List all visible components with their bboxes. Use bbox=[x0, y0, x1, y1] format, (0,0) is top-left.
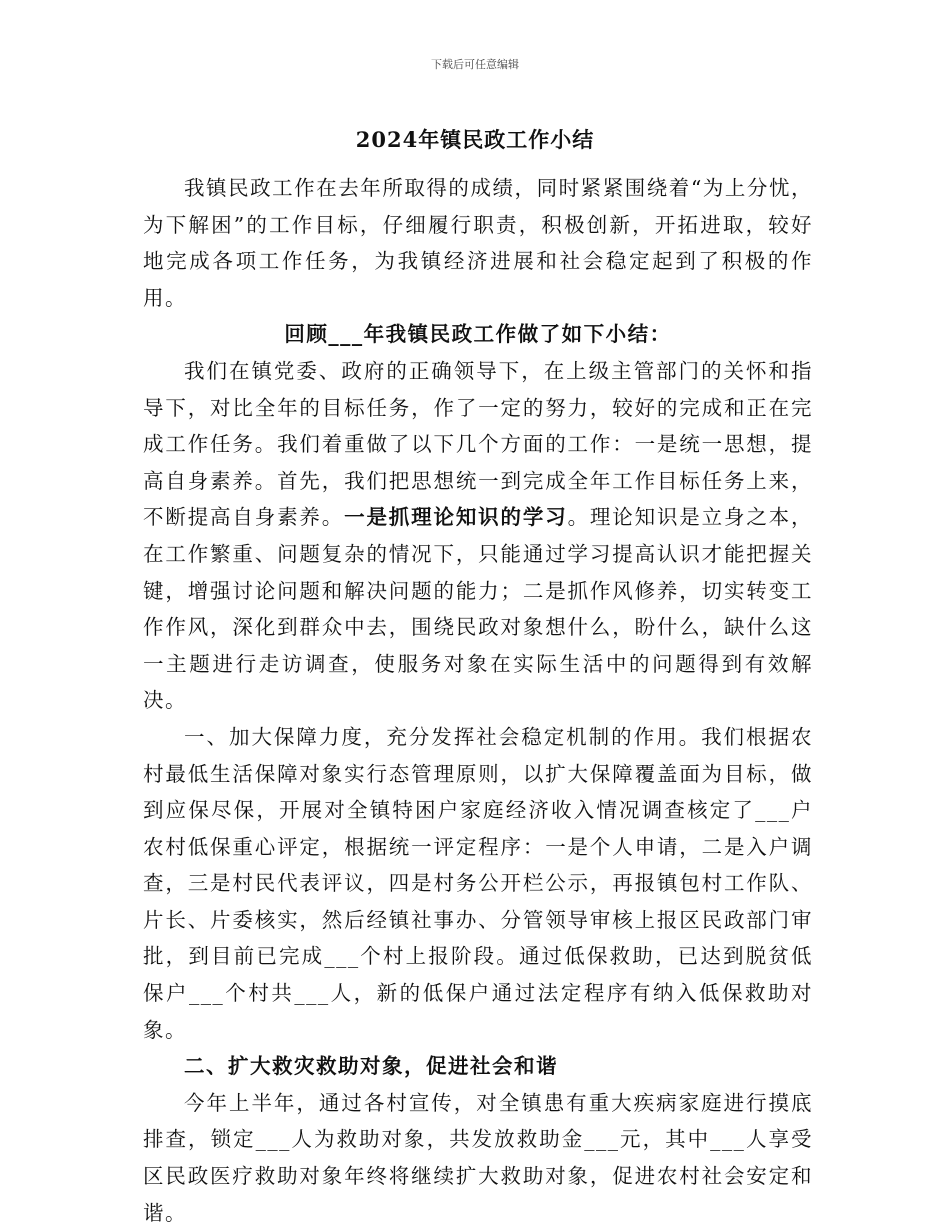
intro-paragraph: 我镇民政工作在去年所取得的成绩，同时紧紧围绕着“为上分忧，为下解困”的工作目标，仔细履行职责，积极创新，开拓进取，较好地完成各项工作任务，为我镇经济进展和社会稳定起到了积极的作用。 bbox=[143, 176, 813, 310]
paragraph-1-bold: 一是抓理论知识的学习 bbox=[344, 505, 568, 530]
paragraph-2: 一、加大保障力度，充分发挥社会稳定机制的作用。我们根据农村最低生活保障对象实行态管理原则，以扩大保障覆盖面为目标，做到应保尽保，开展对全镇特困户家庭经济收入情况调查核定了___户农村低保重心评定，根据统一评定程序：一是个人申请，二是入户调查，三是村民代表评议，四是村务公开栏公示，再报镇包村工作队、片长、片委核实，然后经镇社事办、分管领导审核上报区民政部门审批，到目前已完成___个村上报阶段。通过低保救助，已达到脱贫低保户___个村共___人，新的低保户通过法定程序有纳入低保救助对象。 bbox=[143, 724, 813, 1042]
paragraph-1-text-a: 我们在镇党委、政府的正确领导下，在上级主管部门的关怀和指导下，对比全年的目标任务，作了一定的努力，较好的完成和正在完成工作任务。我们着重做了以下几个方面的工作：一是统一思想，提高自身素养。首先，我们把思想统一到完成全年工作目标任务上来，不断提高自身素养。 bbox=[143, 358, 813, 530]
header-note: 下载后可任意编辑 bbox=[431, 58, 519, 71]
document-title: 2024年镇民政工作小结 bbox=[355, 127, 595, 152]
paragraph-1-text-b: 。理论知识是立身之本，在工作繁重、问题复杂的情况下，只能通过学习提高认识才能把握关键，增强讨论问题和解决问题的能力；二是抓作风修养，切实转变工作作风，深化到群众中去，围绕民政对象想什么，盼什么，缺什么这一主题进行走访调查，使服务对象在实际生活中的问题得到有效解决。 bbox=[143, 505, 814, 713]
paragraph-1 bbox=[143, 353, 813, 719]
section-2-heading: 二、扩大救灾救助对象，促进社会和谐 bbox=[184, 1054, 558, 1079]
review-heading: 回顾___年我镇民政工作做了如下小结： bbox=[284, 322, 672, 347]
document-body bbox=[143, 170, 813, 1231]
paragraph-3: 今年上半年，通过各村宣传，对全镇患有重大疾病家庭进行摸底排查，锁定___人为救助对象，共发放救助金___元，其中___人享受区民政医疗救助对象年终将继续扩大救助对象，促进农村社会安定和谐。 bbox=[143, 1090, 813, 1225]
